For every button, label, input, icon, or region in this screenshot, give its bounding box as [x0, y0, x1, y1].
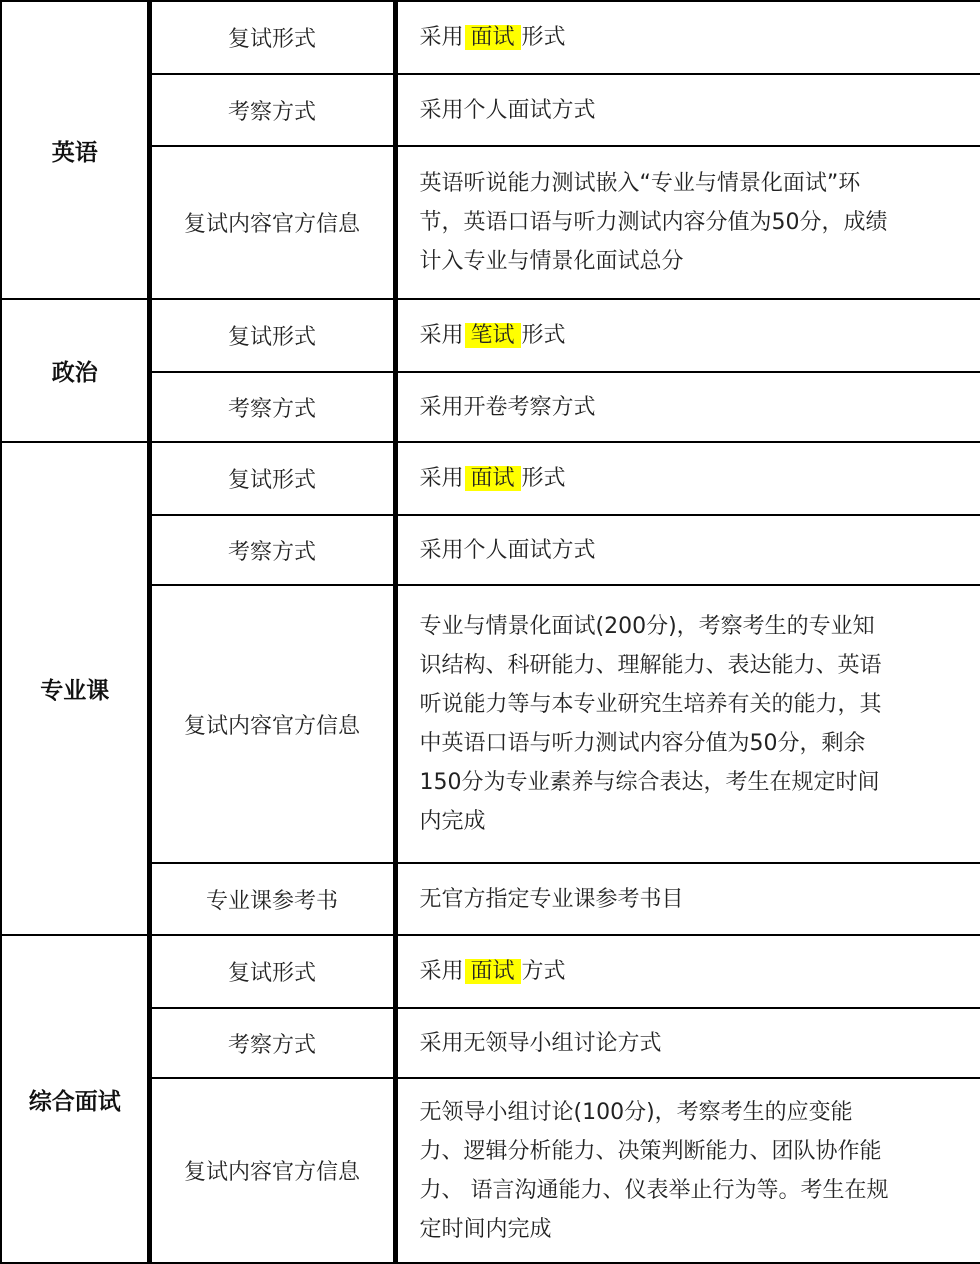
desc-cell	[395, 299, 980, 372]
desc-line: 中英语口语与听力测试内容分值为50分，剩余	[419, 731, 866, 756]
desc-cell: 采用无领导小组讨论方式	[395, 1008, 980, 1078]
desc-cell: 采用开卷考察方式	[395, 372, 980, 442]
desc-text-post: 形式	[521, 25, 566, 50]
desc-line: 内完成	[419, 809, 486, 834]
item-cell: 考察方式	[149, 74, 395, 146]
item-cell: 考察方式	[149, 372, 395, 442]
desc-cell	[395, 442, 980, 515]
item-cell: 专业课参考书	[149, 863, 395, 935]
desc-text-post: 形式	[521, 323, 566, 348]
desc-cell	[395, 1078, 980, 1263]
desc-cell: 采用个人面试方式	[395, 515, 980, 585]
item-cell: 复试内容官方信息	[149, 146, 395, 299]
item-cell: 复试内容官方信息	[149, 1078, 395, 1263]
desc-text-pre: 采用	[419, 25, 464, 50]
item-cell: 复试形式	[149, 935, 395, 1008]
table-row	[1, 935, 980, 1008]
desc-text-pre: 采用	[419, 959, 464, 984]
subject-cell: 专业课	[3, 442, 149, 935]
desc-line: 专业与情景化面试(200分)，考察考生的专业知	[419, 614, 875, 639]
item-cell: 复试形式	[149, 299, 395, 372]
desc-cell: 采用个人面试方式	[395, 74, 980, 146]
highlight-text: 笔试	[465, 323, 521, 348]
desc-line: 计入专业与情景化面试总分	[419, 249, 684, 274]
table-row	[1, 1, 980, 74]
desc-line: 无领导小组讨论(100分)，考察考生的应变能	[419, 1099, 853, 1125]
item-cell: 考察方式	[149, 515, 395, 585]
desc-line: 定时间内完成	[419, 1216, 552, 1242]
desc-cell	[395, 935, 980, 1008]
item-cell: 复试形式	[149, 1, 395, 74]
desc-cell: 无官方指定专业课参考书目	[395, 863, 980, 935]
desc-text-pre: 采用	[419, 323, 464, 348]
desc-text-post: 形式	[521, 466, 566, 491]
table-row	[1, 442, 980, 515]
subject-cell: 综合面试	[3, 935, 149, 1263]
desc-cell	[395, 1, 980, 74]
highlight-text: 面试	[465, 466, 521, 491]
highlight-text: 面试	[465, 25, 521, 50]
highlight-text: 面试	[465, 959, 521, 984]
desc-line: 英语听说能力测试嵌入“专业与情景化面试”环	[419, 171, 861, 196]
desc-line: 150分为专业素养与综合表达，考生在规定时间	[419, 770, 880, 795]
item-cell: 复试形式	[149, 442, 395, 515]
table-row	[1, 299, 980, 372]
desc-line: 节，英语口语与听力测试内容分值为50分，成绩	[419, 210, 888, 235]
desc-line: 听说能力等与本专业研究生培养有关的能力，其	[419, 692, 882, 717]
subject-cell: 英语	[3, 1, 149, 299]
desc-cell	[395, 146, 980, 299]
item-cell: 考察方式	[149, 1008, 395, 1078]
desc-line: 力、逻辑分析能力、决策判断能力、团队协作能	[419, 1138, 882, 1164]
item-cell: 复试内容官方信息	[149, 585, 395, 863]
desc-cell	[395, 585, 980, 863]
desc-line: 力、 语言沟通能力、仪表举止行为等。考生在规	[419, 1177, 889, 1203]
desc-line: 识结构、科研能力、理解能力、表达能力、英语	[419, 653, 882, 678]
subject-cell: 政治	[3, 299, 149, 442]
desc-text-post: 方式	[521, 959, 566, 984]
desc-text-pre: 采用	[419, 466, 464, 491]
